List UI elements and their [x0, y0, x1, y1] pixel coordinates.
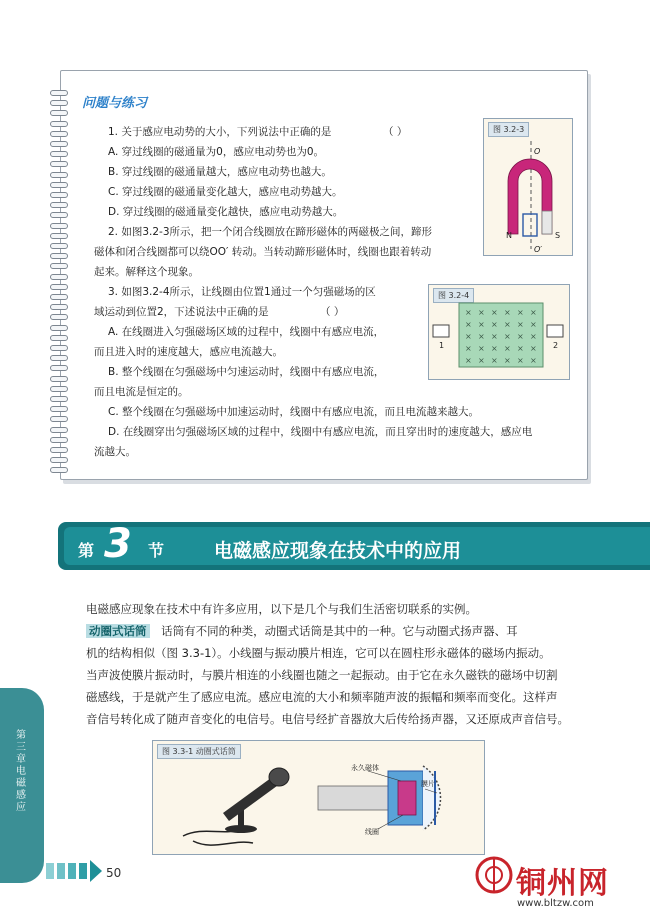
field-cross-mark: ×	[478, 308, 485, 317]
field-cross-mark: ×	[478, 332, 485, 341]
spiral-ring	[50, 192, 68, 198]
spiral-ring	[50, 304, 68, 310]
field-cross-mark: ×	[465, 356, 472, 365]
field-cross-mark: ×	[530, 344, 537, 353]
spiral-ring	[50, 274, 68, 280]
spiral-ring	[50, 447, 68, 453]
q2-line-3: 起来。解释这个现象。	[94, 266, 199, 278]
field-cross-mark: ×	[517, 356, 524, 365]
q3-option-d1: D. 在线圈穿出匀强磁场区域的过程中，线圈中有感应电流，而且穿出时的速度越大，感应电	[108, 426, 533, 438]
spiral-ring	[50, 253, 68, 259]
spiral-ring	[50, 131, 68, 137]
q3-blank: （ ）	[320, 306, 345, 318]
spiral-ring	[50, 284, 68, 290]
field-cross-mark: ×	[478, 356, 485, 365]
q1-option-b: B. 穿过线圈的磁通量越大，感应电动势也越大。	[108, 166, 332, 178]
axis-o-label: O	[534, 147, 541, 156]
dynamic-microphone-diagram	[153, 741, 486, 856]
q1-option-d: D. 穿过线圈的磁通量变化越快，感应电动势越大。	[108, 206, 344, 218]
spiral-ring	[50, 314, 68, 320]
section-label-left: 第	[78, 541, 95, 560]
spiral-ring	[50, 182, 68, 188]
q2-line-2: 磁体和闭合线圈都可以绕OO′ 转动。当转动蹄形磁体时，线圈也跟着转动	[94, 246, 432, 258]
body-line-3: 当声波使膜片振动时，与膜片相连的小线圈也随之一起振动。由于它在永久磁铁的磁场中切割	[86, 668, 558, 682]
q3-option-d2: 流越大。	[94, 446, 136, 458]
chapter-side-tab-text: 第三章 电磁感应	[16, 730, 26, 813]
field-cross-mark: ×	[491, 332, 498, 341]
page-number: 50	[106, 866, 122, 880]
field-cross-mark: ×	[530, 356, 537, 365]
field-cross-mark: ×	[465, 332, 472, 341]
section-number: 3	[104, 521, 132, 567]
field-cross-mark: ×	[530, 308, 537, 317]
q1-blank: （ ）	[383, 126, 408, 138]
body-line-5: 音信号转化成了随声音变化的电信号。电信号经扩音器放大后传给扬声器，又还原成声音信号。	[86, 712, 569, 726]
spiral-ring	[50, 406, 68, 412]
section-label-right: 节	[148, 541, 165, 560]
field-cross-mark: ×	[517, 308, 524, 317]
coil-label: 线圈	[365, 828, 379, 836]
position-1-label: 1	[439, 341, 445, 350]
spiral-ring	[50, 243, 68, 249]
axis-o-prime-label: O′	[534, 245, 543, 254]
q3-line-1: 3. 如图3.2-4所示，让线圈由位置1通过一个匀强磁场的区	[108, 286, 376, 298]
spiral-ring	[50, 345, 68, 351]
field-cross-mark: ×	[504, 356, 511, 365]
field-cross-mark: ×	[530, 320, 537, 329]
spiral-ring	[50, 212, 68, 218]
field-cross-mark: ×	[491, 308, 498, 317]
spiral-ring	[50, 335, 68, 341]
watermark-name: 铜州网	[516, 866, 609, 901]
spiral-ring	[50, 376, 68, 382]
spiral-ring	[50, 121, 68, 127]
exercise-title: 问题与练习	[82, 96, 148, 111]
spiral-ring	[50, 437, 68, 443]
figure-3-2-3-label: 图 3.2-3	[488, 122, 529, 137]
page-arrow-decoration	[46, 860, 102, 882]
q3-option-a2: 而且进入时的速度越大，感应电流越大。	[94, 346, 283, 358]
spiral-ring	[50, 90, 68, 96]
intro-paragraph: 电磁感应现象在技术中有许多应用，以下是几个与我们生活密切联系的实例。	[86, 602, 477, 616]
field-cross-mark: ×	[465, 308, 472, 317]
watermark-logo-icon	[474, 855, 514, 895]
spiral-ring	[50, 141, 68, 147]
spiral-ring	[50, 325, 68, 331]
q3-option-b1: B. 整个线圈在匀强磁场中匀速运动时，线圈中有感应电流，	[108, 366, 385, 378]
figure-3-3-1	[152, 740, 485, 855]
spiral-ring	[50, 467, 68, 473]
spiral-ring	[50, 365, 68, 371]
field-cross-mark: ×	[491, 344, 498, 353]
spiral-ring	[50, 202, 68, 208]
spiral-ring	[50, 457, 68, 463]
field-cross-mark: ×	[478, 320, 485, 329]
field-cross-mark: ×	[504, 308, 511, 317]
field-cross-mark: ×	[465, 320, 472, 329]
field-cross-mark: ×	[491, 356, 498, 365]
q1-option-a: A. 穿过线圈的磁通量为0，感应电动势也为0。	[108, 146, 325, 158]
spiral-ring	[50, 161, 68, 167]
q1-option-c: C. 穿过线圈的磁通量变化越大，感应电动势越大。	[108, 186, 343, 198]
spiral-ring	[50, 294, 68, 300]
field-cross-mark: ×	[465, 344, 472, 353]
spiral-ring	[50, 100, 68, 106]
field-cross-mark: ×	[491, 320, 498, 329]
figure-3-2-4-label: 图 3.2-4	[433, 288, 474, 303]
field-cross-mark: ×	[517, 332, 524, 341]
north-pole-label: N	[506, 231, 512, 240]
spiral-ring	[50, 355, 68, 361]
field-cross-mark: ×	[517, 320, 524, 329]
field-cross-mark: ×	[504, 332, 511, 341]
body-line-4: 磁感线，于是就产生了感应电流。感应电流的大小和频率随声波的振幅和频率而变化。这样声	[86, 690, 558, 704]
spiral-ring	[50, 233, 68, 239]
q1-stem: 1. 关于感应电动势的大小，下列说法中正确的是	[108, 126, 332, 138]
mic-section-tag: 动圈式话筒	[86, 624, 150, 638]
spiral-ring	[50, 110, 68, 116]
q3-option-a1: A. 在线圈进入匀强磁场区域的过程中，线圈中有感应电流，	[108, 326, 385, 338]
q3-option-c: C. 整个线圈在匀强磁场中加速运动时，线圈中有感应电流，而且电流越来越大。	[108, 406, 480, 418]
field-cross-mark: ×	[504, 344, 511, 353]
spiral-ring	[50, 416, 68, 422]
horseshoe-magnet-diagram	[484, 119, 574, 257]
magnetic-field-diagram	[429, 285, 571, 381]
south-pole-label: S	[555, 231, 561, 240]
magnet-label: 永久磁体	[351, 764, 379, 772]
figure-3-2-4	[428, 284, 570, 380]
diaphragm-label: 膜片	[421, 780, 435, 788]
q3-line-2: 域运动到位置2，下述说法中正确的是	[94, 306, 269, 318]
spiral-ring	[50, 386, 68, 392]
spiral-ring	[50, 263, 68, 269]
spiral-ring	[50, 172, 68, 178]
field-cross-mark: ×	[530, 332, 537, 341]
section-title: 电磁感应现象在技术中的应用	[214, 540, 462, 562]
body-line-2: 机的结构相似（图 3.3-1）。小线圈与振动膜片相连，它可以在圆柱形永磁体的磁场内振动。	[86, 646, 551, 660]
spiral-ring	[50, 396, 68, 402]
field-cross-mark: ×	[478, 344, 485, 353]
q3-option-b2: 而且电流是恒定的。	[94, 386, 189, 398]
figure-3-2-3	[483, 118, 573, 256]
spiral-ring	[50, 151, 68, 157]
body-line-1: 话筒有不同的种类，动圈式话筒是其中的一种。它与动圈式扬声器、耳	[161, 624, 518, 638]
watermark-url: www.bltzw.com	[517, 898, 594, 909]
figure-3-3-1-label: 图 3.3-1 动圈式话筒	[157, 744, 241, 759]
notebook-spiral	[50, 90, 72, 480]
field-cross-mark: ×	[504, 320, 511, 329]
spiral-ring	[50, 223, 68, 229]
position-2-label: 2	[553, 341, 559, 350]
spiral-ring	[50, 427, 68, 433]
field-cross-mark: ×	[517, 344, 524, 353]
mic-tag-line	[86, 620, 518, 642]
q2-line-1: 2. 如图3.2-3所示，把一个闭合线圈放在蹄形磁体的两磁极之间，蹄形	[108, 226, 433, 238]
